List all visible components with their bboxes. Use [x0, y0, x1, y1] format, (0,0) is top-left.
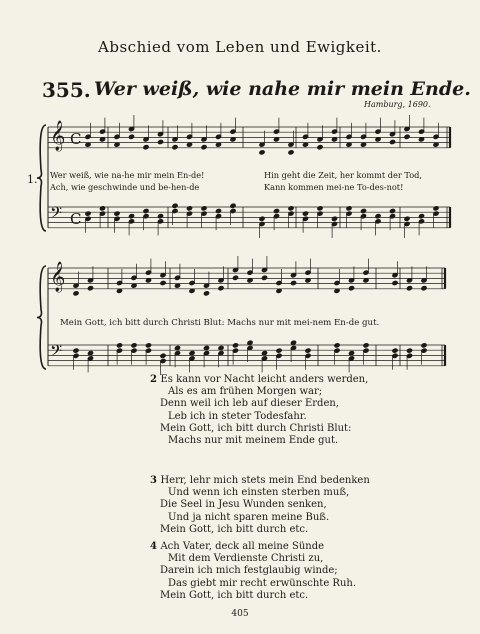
- verse-number: 2: [150, 374, 161, 385]
- page-number: 405: [231, 609, 249, 619]
- hymn-number: 355.: [42, 78, 91, 102]
- verse-line: 2 Es kann vor Nacht leicht anders werden,: [150, 374, 369, 385]
- treble-clef: 𝄞: [50, 262, 66, 292]
- hymn-title: Wer weiß, wie nahe mir mein Ende.: [94, 78, 471, 100]
- verse-number: 4: [150, 541, 161, 552]
- verse-number: 3: [150, 475, 161, 486]
- verse-line: Das giebt mir recht erwünschte Ruh.: [168, 577, 356, 589]
- bass-clef: 𝄢: [50, 204, 63, 226]
- note-head: [348, 286, 354, 291]
- time-signature: C: [70, 210, 82, 228]
- lyric-line1-right: Hin geht die Zeit, her kommt der Tod,: [264, 170, 422, 180]
- system-brace: [37, 266, 46, 369]
- note-head: [346, 206, 352, 211]
- note-head: [160, 353, 166, 358]
- note-head: [334, 343, 340, 348]
- verse-line: Und ja nicht sparen meine Buß.: [168, 511, 330, 523]
- verse-line: Und wenn ich einsten sterben muß,: [168, 487, 350, 499]
- note-head: [232, 343, 238, 348]
- verse-line: Denn weil ich leb auf dieser Erden,: [160, 398, 339, 410]
- note-head: [172, 145, 178, 150]
- verse-line: 4 Ach Vater, deck all meine Sünde: [150, 541, 325, 552]
- note-head: [421, 343, 427, 348]
- note-head: [99, 206, 105, 211]
- note-head: [230, 203, 236, 208]
- note-head: [406, 286, 412, 291]
- lyric-system2: Mein Gott, ich bitt durch Christi Blut: Machs nur mit mei-nem En-de gut.: [60, 318, 380, 328]
- note-head: [201, 145, 207, 150]
- note-head: [392, 280, 398, 285]
- note-head: [418, 214, 424, 219]
- note-head: [421, 286, 427, 291]
- note-head: [290, 280, 296, 285]
- notation: [37, 115, 450, 375]
- note-head: [143, 145, 149, 150]
- note-head: [406, 348, 412, 353]
- verse-4: [150, 541, 356, 602]
- verse-2: [150, 374, 368, 447]
- note-head: [172, 203, 178, 208]
- verse-line: Mein Gott, ich bitt durch etc.: [160, 589, 309, 601]
- note-head: [218, 286, 224, 291]
- note-head: [128, 134, 134, 139]
- note-head: [288, 150, 294, 155]
- verse-line: Machs nur mit meinem Ende gut.: [168, 435, 339, 447]
- lyric-line2-right: Kann kommen mei-ne To-des-not!: [264, 182, 404, 192]
- note-head: [288, 206, 294, 211]
- lyric-line1-left: Wer weiß, wie na-he mir mein En-de!: [50, 170, 205, 180]
- note-head: [259, 216, 265, 221]
- note-head: [360, 208, 366, 213]
- note-head: [160, 280, 166, 285]
- note-head: [73, 348, 79, 353]
- note-head: [157, 214, 163, 219]
- note-head: [404, 216, 410, 221]
- treble-clef: 𝄞: [50, 121, 66, 151]
- note-head: [128, 214, 134, 219]
- note-head: [201, 206, 207, 211]
- note-head: [302, 211, 308, 216]
- note-head: [261, 275, 267, 280]
- note-head: [116, 343, 122, 348]
- note-head: [157, 139, 163, 144]
- note-head: [389, 139, 395, 144]
- verse-line: Als es am frühen Morgen war;: [168, 386, 323, 398]
- note-head: [375, 214, 381, 219]
- note-head: [232, 275, 238, 280]
- note-head: [186, 206, 192, 211]
- verse-line: Mit dem Verdienste Christi zu,: [168, 553, 324, 565]
- note-head: [363, 343, 369, 348]
- note-head: [276, 348, 282, 353]
- note-head: [404, 134, 410, 139]
- note-head: [215, 208, 221, 213]
- note-head: [317, 206, 323, 211]
- section-title: Abschied vom Leben und Ewigkeit.: [98, 38, 382, 56]
- verse-line: Darein ich mich festglaubig winde;: [160, 565, 338, 577]
- bass-clef: 𝄢: [50, 342, 63, 364]
- note-head: [433, 206, 439, 211]
- note-head: [392, 348, 398, 353]
- note-head: [114, 211, 120, 216]
- note-head: [143, 208, 149, 213]
- note-head: [73, 291, 79, 296]
- note-head: [259, 150, 265, 155]
- note-head: [305, 348, 311, 353]
- verse-line: Mein Gott, ich bitt durch Christi Blut:: [160, 422, 352, 434]
- verse-line: Mein Gott, ich bitt durch etc.: [160, 523, 309, 535]
- note-head: [85, 211, 91, 216]
- note-head: [131, 343, 137, 348]
- note-head: [389, 208, 395, 213]
- note-head: [203, 291, 209, 296]
- verse-line: Leb ich in steter Todesfahr.: [168, 410, 307, 422]
- system-brace: [37, 125, 46, 231]
- note-head: [317, 145, 323, 150]
- verse-line: 3 Herr, lehr mich stets mein End bedenken: [150, 475, 370, 486]
- note-head: [87, 286, 93, 291]
- lyric-line2-left: Ach, wie geschwinde und be-hen-de: [50, 182, 200, 192]
- note-head: [145, 343, 151, 348]
- verse-number-1: 1.: [27, 173, 38, 186]
- note-head: [331, 216, 337, 221]
- verse-line: Die Seel in Jesu Wunden senken,: [160, 499, 327, 511]
- hymn-source: Hamburg, 1690.: [364, 100, 431, 109]
- verse-3: [150, 475, 370, 536]
- time-signature: C: [70, 130, 82, 148]
- note-head: [273, 208, 279, 213]
